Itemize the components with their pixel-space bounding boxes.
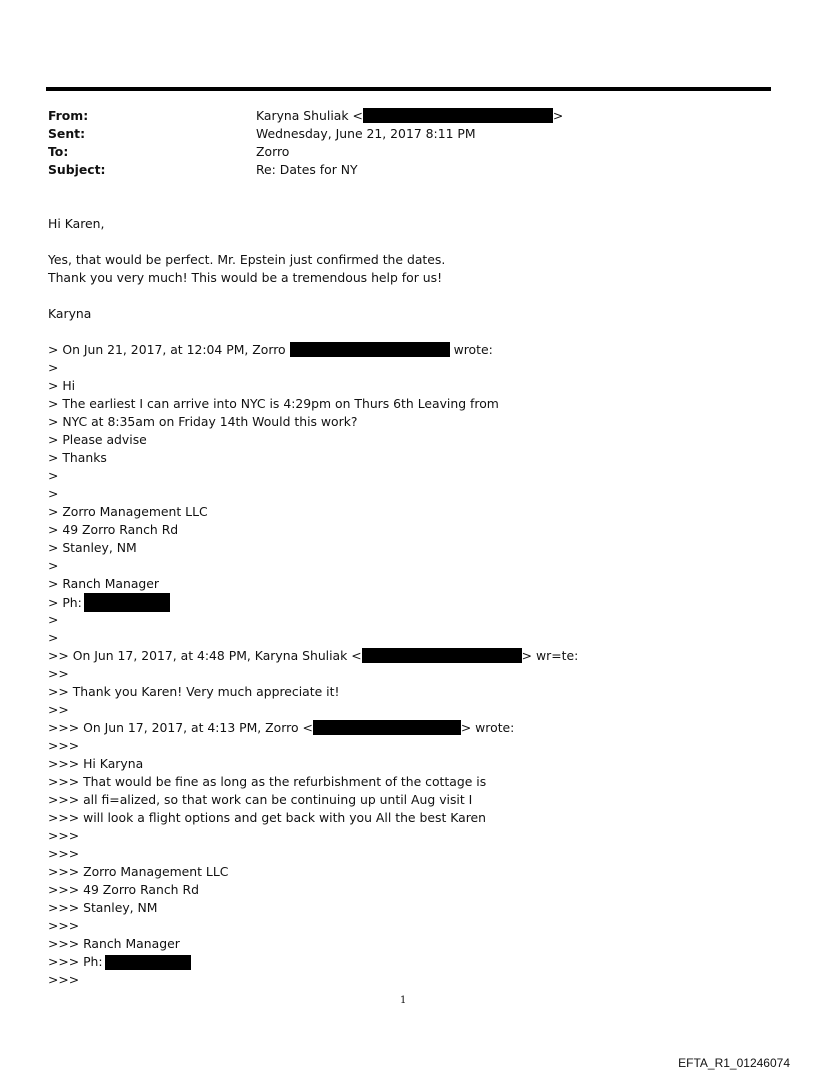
- to-value: Zorro: [256, 144, 290, 159]
- greeting: Hi Karen,: [48, 216, 105, 231]
- quote-line: > Stanley, NM: [48, 540, 137, 555]
- phone-label: >>> Ph:: [48, 954, 103, 969]
- quote-header-tail: wrote:: [453, 342, 493, 357]
- redaction-block: [363, 108, 553, 123]
- from-label: From:: [48, 108, 89, 123]
- from-name: Karyna Shuliak <: [256, 108, 363, 123]
- quote-header-tail: > wr=te:: [521, 648, 579, 663]
- quote-line: >>> Hi Karyna: [48, 756, 144, 771]
- quote-phone-line: [48, 953, 191, 971]
- redaction-block: [313, 720, 461, 735]
- body-line: Yes, that would be perfect. Mr. Epstein just confirmed the dates.: [48, 252, 446, 267]
- quote-line: >: [48, 360, 59, 375]
- page-number: 1: [400, 995, 407, 1006]
- quote-line: >: [48, 630, 59, 645]
- redaction-block: [362, 648, 522, 663]
- quote-line: >>: [48, 666, 69, 681]
- quote-line: >>> will look a flight options and get back with you All the best Karen: [48, 810, 487, 825]
- sent-label: Sent:: [48, 126, 86, 141]
- quote-line: > Thanks: [48, 450, 107, 465]
- quote-line: > Ranch Manager: [48, 576, 160, 591]
- quote-line: >>> That would be fine as long as the refurbishment of the cottage is: [48, 774, 487, 789]
- quote-line: >: [48, 558, 59, 573]
- signature: Karyna: [48, 306, 92, 321]
- from-close: >: [552, 108, 564, 123]
- quote-line: > Hi: [48, 378, 76, 393]
- quote-line: >: [48, 486, 59, 501]
- phone-label: > Ph:: [48, 595, 82, 610]
- quote-phone-line: [48, 593, 170, 611]
- quote-line: >>>: [48, 846, 80, 861]
- quote-line: > 49 Zorro Ranch Rd: [48, 522, 179, 537]
- quote-line: >>>: [48, 918, 80, 933]
- quote-header-tail: > wrote:: [460, 720, 515, 735]
- sent-value: Wednesday, June 21, 2017 8:11 PM: [256, 126, 476, 141]
- quote-line: > Please advise: [48, 432, 147, 447]
- quote-line: >: [48, 612, 59, 627]
- quote-header: [48, 341, 493, 359]
- quote-line: >>> Ranch Manager: [48, 936, 180, 951]
- redaction-block: [290, 342, 450, 357]
- redaction-block: [105, 955, 191, 970]
- quote-header-text: >>> On Jun 17, 2017, at 4:13 PM, Zorro <: [48, 720, 313, 735]
- to-label: To:: [48, 144, 69, 159]
- quote-line: >>> all fi=alized, so that work can be continuing up until Aug visit I: [48, 792, 473, 807]
- body-line: Thank you very much! This would be a tremendous help for us!: [48, 270, 443, 285]
- document-id: EFTA_R1_01246074: [678, 1056, 790, 1070]
- quote-header-text: > On Jun 21, 2017, at 12:04 PM, Zorro: [48, 342, 286, 357]
- quote-line: >>> 49 Zorro Ranch Rd: [48, 882, 199, 897]
- quote-line: > NYC at 8:35am on Friday 14th Would this work?: [48, 414, 358, 429]
- quote-line: >: [48, 468, 59, 483]
- quote-line: >>: [48, 702, 69, 717]
- quote-header-text: >> On Jun 17, 2017, at 4:48 PM, Karyna Shuliak <: [48, 648, 362, 663]
- quote-line: >>> Stanley, NM: [48, 900, 158, 915]
- quote-line: > Zorro Management LLC: [48, 504, 208, 519]
- quote-line: > The earliest I can arrive into NYC is 4:29pm on Thurs 6th Leaving from: [48, 396, 499, 411]
- subject-value: Re: Dates for NY: [256, 162, 358, 177]
- quote-header: [48, 719, 514, 737]
- header-rule: [46, 87, 771, 91]
- quote-header: [48, 647, 578, 665]
- quote-line: >>> Zorro Management LLC: [48, 864, 229, 879]
- quote-line: >>>: [48, 738, 80, 753]
- subject-label: Subject:: [48, 162, 106, 177]
- quote-line: >>>: [48, 828, 80, 843]
- quote-line: >>>: [48, 972, 80, 987]
- from-value: [256, 107, 563, 125]
- redaction-block: [84, 593, 170, 612]
- quote-line: >> Thank you Karen! Very much appreciate it!: [48, 684, 340, 699]
